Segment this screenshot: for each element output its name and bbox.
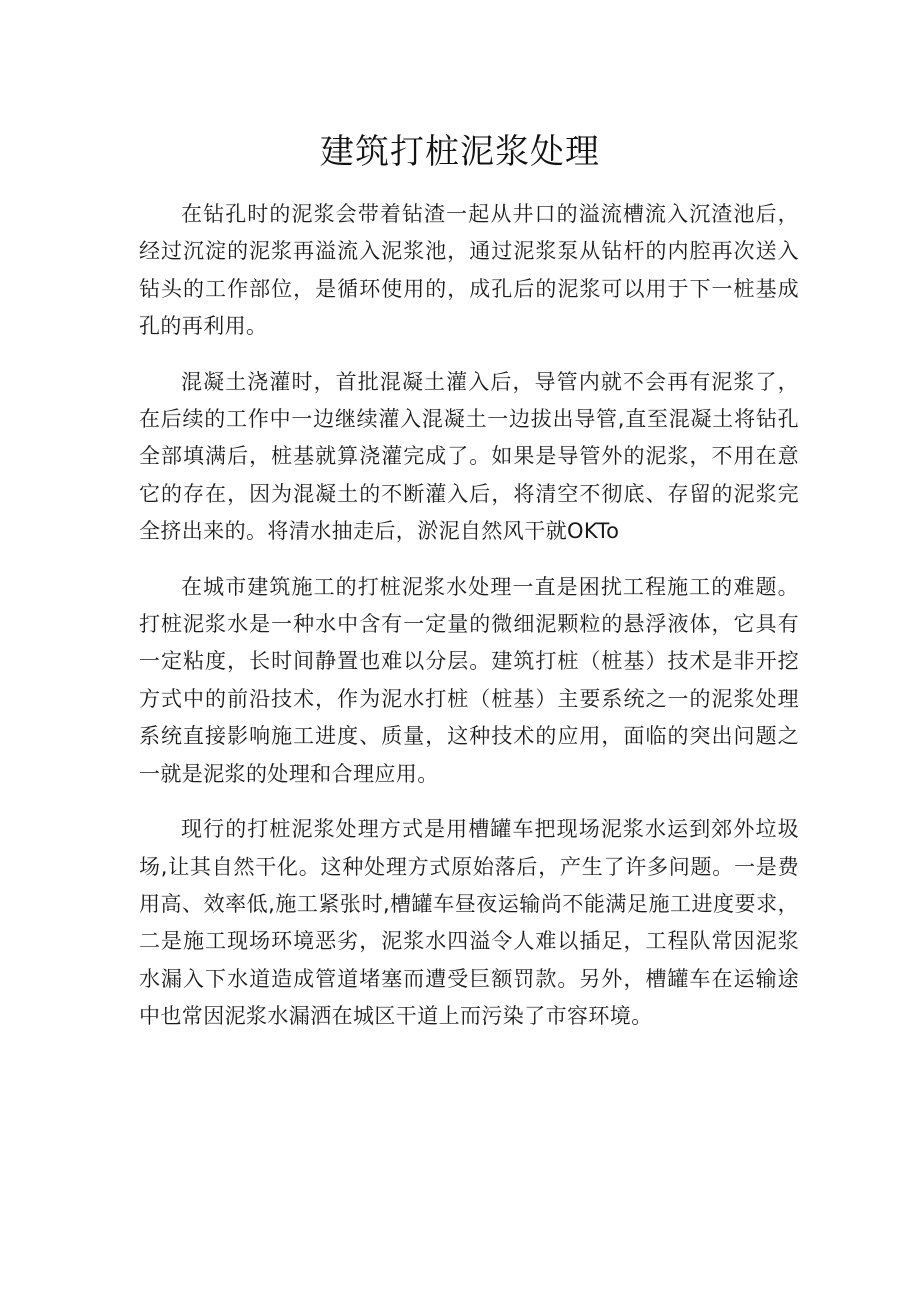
paragraph-3: 在城市建筑施工的打桩泥浆水处理一直是困扰工程施工的难题。打桩泥浆水是一种水中含有一定量的微细泥颗粒的悬浮液体，它具有一定粘度，长时间静置也难以分层。建筑打桩（桩基）技术是非开挖方式中的前沿技术，作为泥水打桩（桩基）主要系统之一的泥浆处理系统直接影响施工进度、质量，这种技术的应用，面临的突出问题之一就是泥浆的处理和合理应用。 [139, 574, 799, 786]
document-body [139, 196, 799, 1054]
paragraph-1: 在钻孔时的泥浆会带着钻渣一起从井口的溢流槽流入沉渣池后，经过沉淀的泥浆再溢流入泥浆池，通过泥浆泵从钻杆的内腔再次送入钻头的工作部位，是循环使用的，成孔后的泥浆可以用于下一桩基成孔的再利用。 [139, 202, 799, 339]
paragraph-4: 现行的打桩泥浆处理方式是用槽罐车把现场泥浆水运到郊外垃圾场,让其自然干化。这种处理方式原始落后，产生了许多问题。一是费用高、效率低,施工紧张时,槽罐车昼夜运输尚不能满足施工进度要求，二是施工现场环境恶劣，泥浆水四溢令人难以插足，工程队常因泥浆水漏入下水道造成管道堵塞而遭受巨额罚款。另外，槽罐车在运输途中也常因泥浆水漏洒在城区干道上而污染了市容环境。 [139, 817, 799, 1029]
paragraph-2: 混凝土浇灌时，首批混凝土灌入后，导管内就不会再有泥浆了，在后续的工作中一边继续灌入混凝土一边拔出导管,直至混凝土将钻孔全部填满后，桩基就算浇灌完成了。如果是导管外的泥浆，不用在意它的存在，因为混凝土的不断灌入后，将清空不彻底、存留的泥浆完全挤出来的。将清水抽走后，淤泥自然风干就OKTo [139, 369, 799, 544]
document-title: 建筑打桩泥浆处理 [320, 132, 600, 172]
